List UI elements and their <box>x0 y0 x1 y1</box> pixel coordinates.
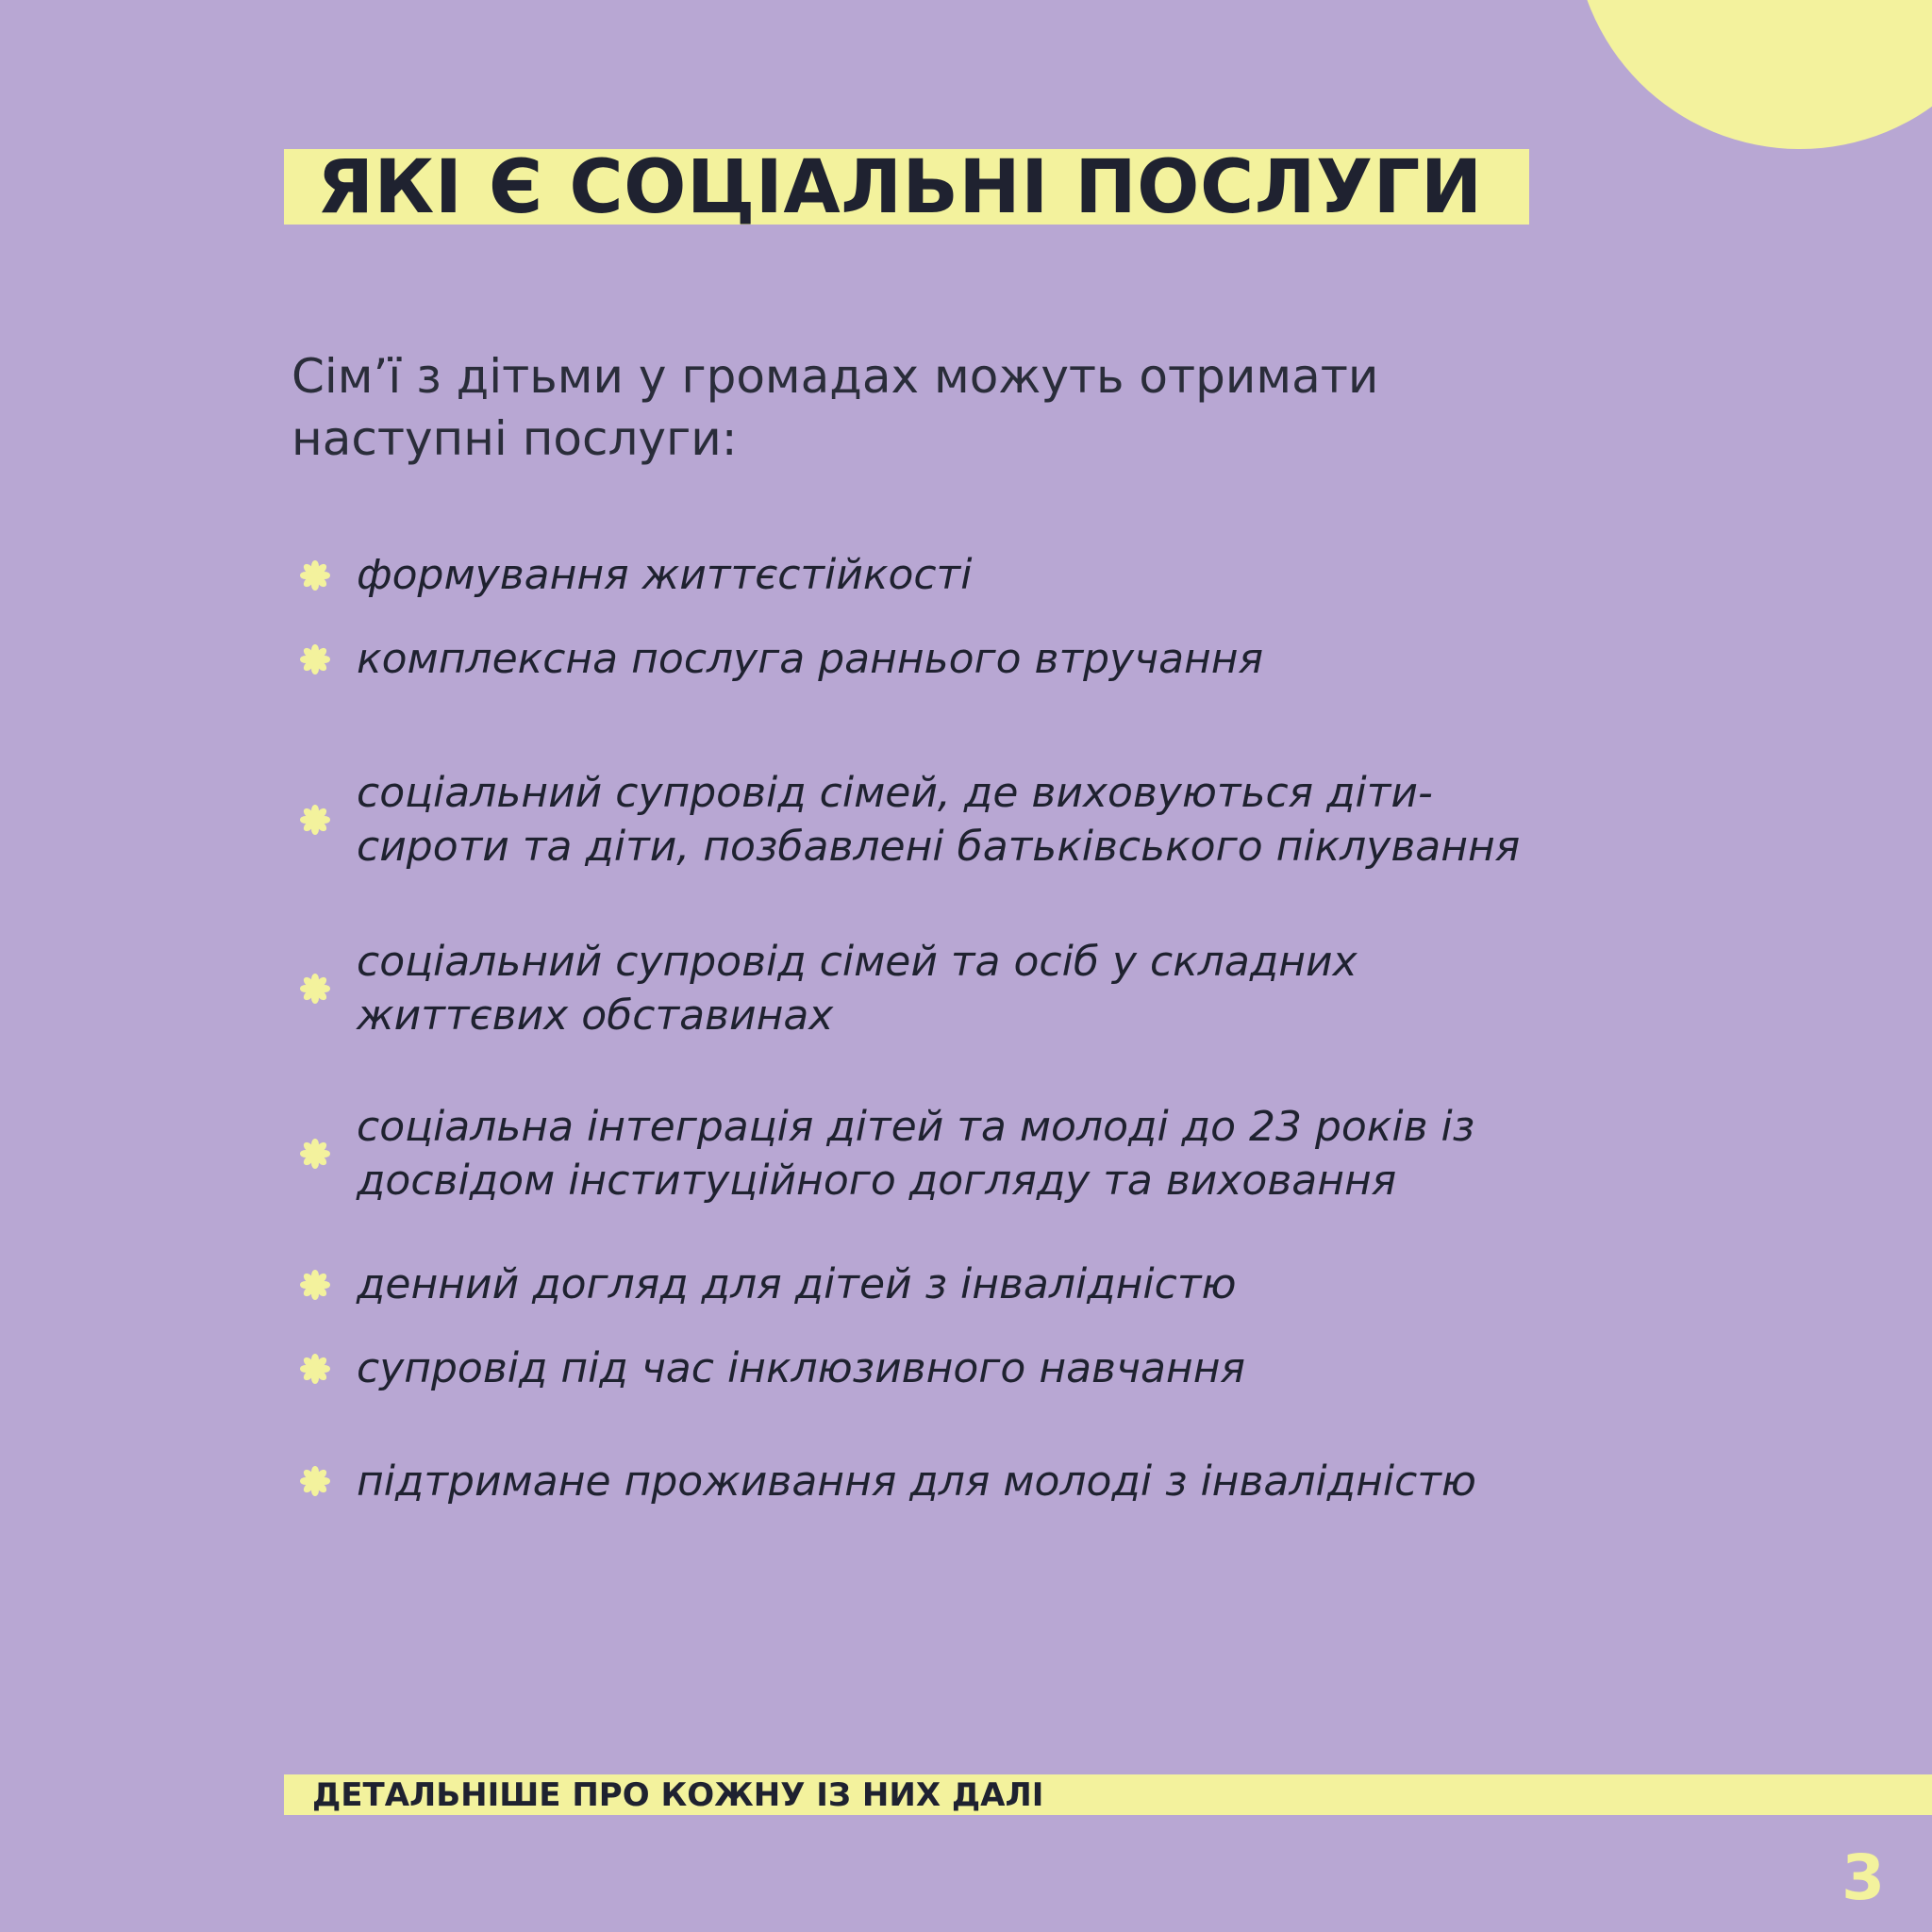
list-item <box>300 1341 1526 1395</box>
list-item <box>300 935 1526 1042</box>
list-item <box>300 1073 1526 1234</box>
list-item <box>300 739 1526 900</box>
list-item <box>300 548 1526 602</box>
asterisk-flower-icon <box>300 1354 330 1384</box>
asterisk-flower-icon <box>300 974 330 1004</box>
intro-text: Сім’ї з дітьми у громадах можуть отримати наступні послуги: <box>291 349 1379 466</box>
asterisk-flower-icon <box>300 1270 330 1300</box>
list-item <box>300 1257 1526 1311</box>
service-text: комплексна послуга раннього втручання <box>357 635 1264 683</box>
asterisk-flower-icon <box>300 560 330 591</box>
asterisk-flower-icon <box>300 805 330 835</box>
asterisk-flower-icon <box>300 644 330 675</box>
service-text: підтримане проживання для молоді з інвалідністю <box>357 1457 1476 1506</box>
list-item <box>300 1427 1526 1535</box>
footer-text: ДЕТАЛЬНІШЕ ПРО КОЖНУ ІЗ НИХ ДАЛІ <box>312 1776 1044 1814</box>
service-text: соціальна інтеграція дітей та молоді до 23 років із досвідом інституційного догляду та виховання <box>357 1102 1475 1205</box>
service-text: соціальний супровід сімей, де виховуються діти-сироти та діти, позбавлені батьківського піклування <box>357 768 1521 871</box>
decorative-circle <box>1574 0 1932 149</box>
list-item <box>300 632 1526 686</box>
asterisk-flower-icon <box>300 1466 330 1496</box>
page-title: ЯКІ Є СОЦІАЛЬНІ ПОСЛУГИ <box>317 145 1483 230</box>
service-text: супровід під час інклюзивного навчання <box>357 1344 1245 1392</box>
asterisk-flower-icon <box>300 1139 330 1169</box>
service-text: соціальний супровід сімей та осіб у складних життєвих обставинах <box>357 938 1357 1040</box>
page-number: 3 <box>1841 1841 1885 1914</box>
service-text: денний догляд для дітей з інвалідністю <box>357 1260 1237 1308</box>
service-text: формування життєстійкості <box>357 551 973 599</box>
